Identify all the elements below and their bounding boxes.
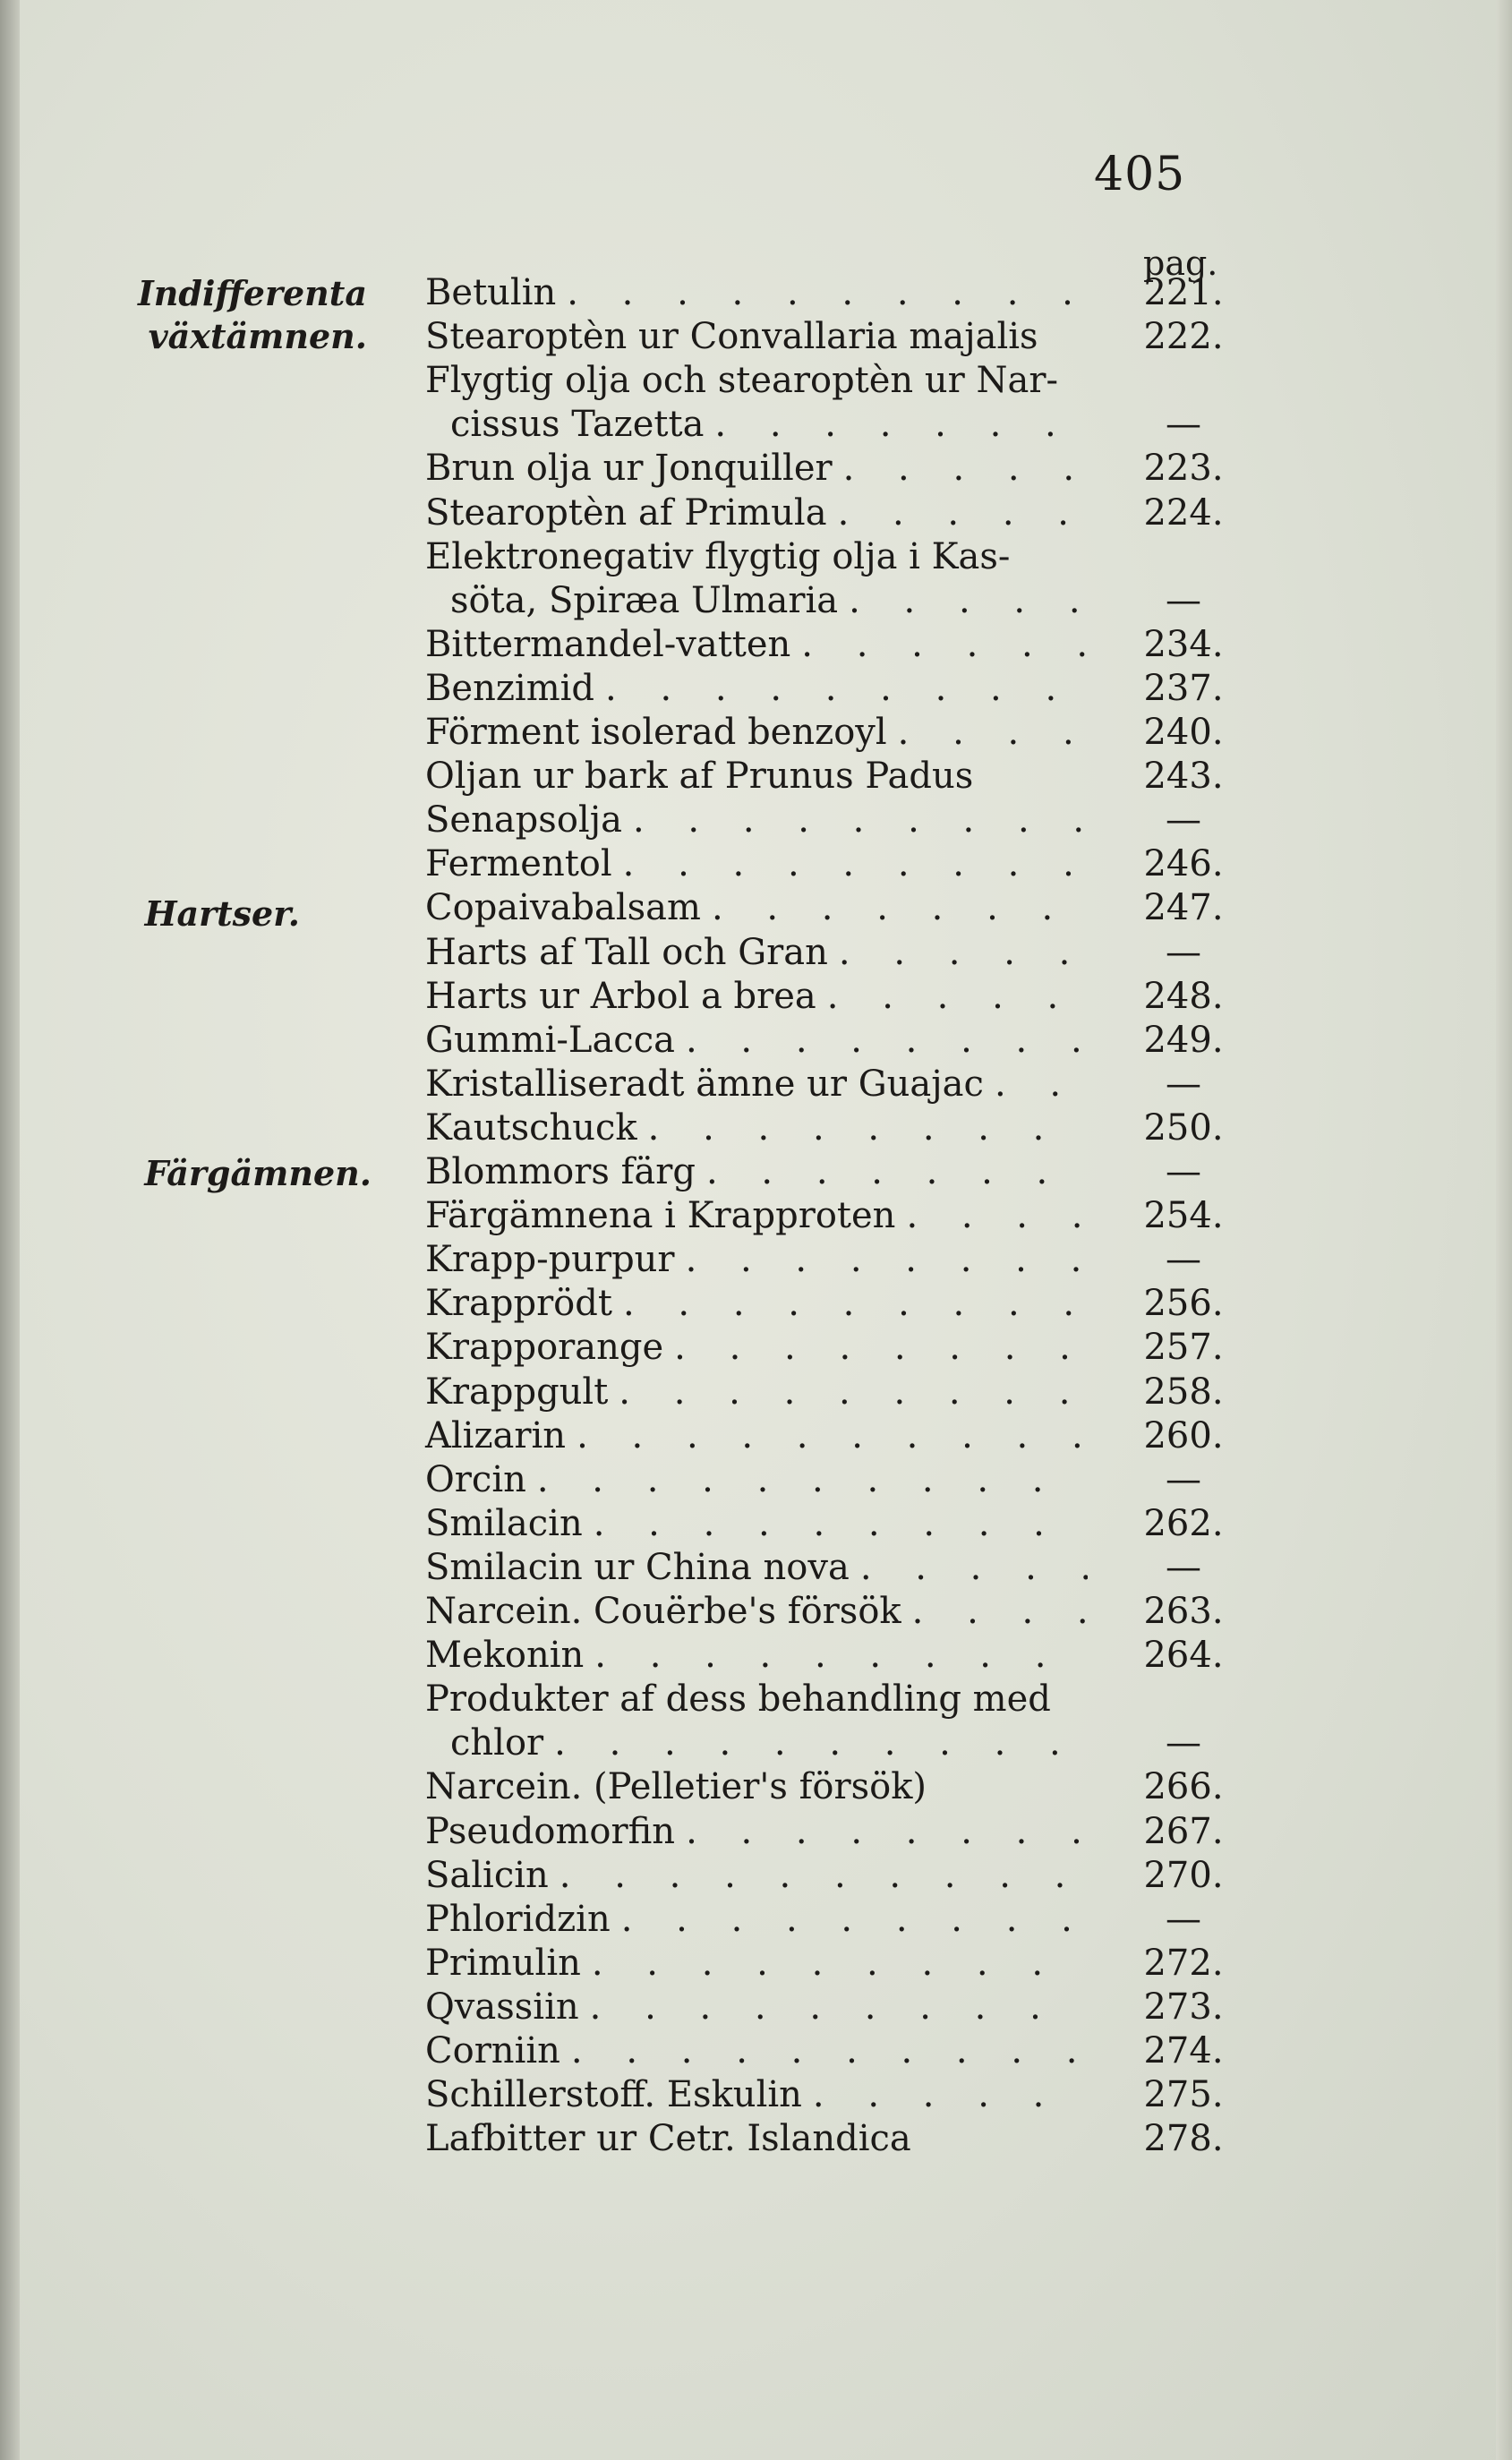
index-entry [425, 1063, 1088, 1106]
entry-page-number: — [1166, 1899, 1201, 1940]
entry-page-number: — [1166, 1459, 1201, 1500]
dot-leader [663, 1326, 1088, 1370]
index-entry [425, 1150, 1088, 1194]
index-entry [425, 1238, 1088, 1282]
entry-page-number: 258. [1143, 1371, 1224, 1413]
index-entry [425, 711, 1088, 755]
index-entry [425, 491, 1088, 535]
index-entry [425, 359, 1088, 403]
dot-leader [827, 491, 1088, 535]
index-entry [425, 1106, 1088, 1150]
entry-title: Copaivabalsam [425, 887, 701, 928]
index-entry [425, 1282, 1088, 1326]
entry-page-number: 274. [1143, 2030, 1224, 2071]
entry-page-number: 250. [1143, 1107, 1224, 1149]
entry-title: Alizarin [425, 1415, 567, 1456]
index-entry [425, 447, 1088, 491]
entry-title: Benzimid [425, 668, 595, 709]
entry-page-number: — [1166, 1151, 1201, 1192]
entry-page-number: 249. [1143, 1020, 1224, 1061]
index-entry [425, 2029, 1088, 2073]
entry-title: chlor [450, 1722, 544, 1764]
pag-column-header: pag. [1143, 243, 1218, 283]
entry-title: Primulin [425, 1943, 581, 1984]
entry-page-number: 278. [1143, 2118, 1224, 2159]
entry-title: Phloridzin [425, 1899, 611, 1940]
dot-leader [895, 1194, 1088, 1238]
entry-page-number: 223. [1143, 448, 1224, 489]
index-entry [425, 1942, 1088, 1986]
entry-title: Oljan ur bark af Prunus Padus [425, 756, 974, 797]
section-label-indifferenta: Indifferenta [137, 273, 367, 313]
entry-page-number: 224. [1143, 492, 1224, 534]
entry-page-number: 234. [1143, 624, 1224, 665]
dot-leader [850, 1546, 1088, 1590]
index-entry [425, 886, 1088, 930]
entry-title: Harts ur Arbol a brea [425, 976, 816, 1017]
dot-leader [984, 1063, 1088, 1106]
entry-page-number: — [1166, 404, 1201, 445]
entry-title: Produkter af dess behandling med [425, 1678, 1051, 1720]
entry-title: Corniin [425, 2030, 560, 2071]
entry-page-number: 247. [1143, 887, 1224, 928]
entry-page-number: 263. [1143, 1591, 1224, 1632]
dot-leader [802, 2073, 1088, 2117]
index-entry [425, 1986, 1088, 2029]
section-label-fargamnen: Färgämnen. [144, 1153, 372, 1193]
entry-title: Elektronegativ flygtig olja i Kas- [425, 536, 1011, 577]
index-entry [425, 1502, 1088, 1546]
index-entry [425, 1326, 1088, 1370]
index-entry [425, 2117, 1088, 2161]
entry-title: Kristalliseradt ämne ur Guajac [425, 1063, 984, 1105]
entry-title: Smilacin [425, 1503, 583, 1544]
dot-leader [612, 1282, 1088, 1326]
index-entry [425, 1546, 1088, 1590]
dot-leader [622, 799, 1088, 842]
entry-title: Narcein. (Pelletier's försök) [425, 1766, 927, 1807]
index-entry [425, 1414, 1088, 1458]
entry-page-number: — [1166, 580, 1201, 621]
entry-title: Bittermandel-vatten [425, 624, 791, 665]
dot-leader [675, 1238, 1088, 1282]
entry-title: Betulin [425, 272, 557, 313]
index-entry [425, 1590, 1088, 1634]
section-label-hartser: Hartser. [144, 893, 300, 934]
entry-page-number: 222. [1143, 316, 1224, 357]
index-entry [425, 1371, 1088, 1414]
entry-page-number: 264. [1143, 1635, 1224, 1676]
index-entry [425, 623, 1088, 667]
entry-page-number: 273. [1143, 1986, 1224, 2028]
dot-leader [594, 667, 1088, 711]
dot-leader [566, 1414, 1088, 1458]
entry-page-number: 240. [1143, 712, 1224, 753]
entry-title: Krappgult [425, 1371, 609, 1413]
index-entry [425, 1019, 1088, 1063]
index-entry [425, 315, 1088, 359]
page-edge-left [0, 0, 20, 2460]
dot-leader [581, 1942, 1088, 1986]
entry-page-number: 262. [1143, 1503, 1224, 1544]
entry-title: Brun olja ur Jonquiller [425, 448, 833, 489]
dot-leader [579, 1986, 1088, 2029]
index-entry [425, 842, 1088, 886]
dot-leader [701, 886, 1088, 930]
entry-page-number: 254. [1143, 1195, 1224, 1236]
entry-page-number: 275. [1143, 2074, 1224, 2115]
entry-title: Förment isolerad benzoyl [425, 712, 887, 753]
entry-title: söta, Spiræa Ulmaria [450, 580, 839, 621]
entry-title: Orcin [425, 1459, 526, 1500]
dot-leader [675, 1810, 1088, 1854]
entry-page-number: 237. [1143, 668, 1224, 709]
dot-leader [704, 403, 1088, 447]
entry-title: Harts af Tall och Gran [425, 932, 828, 973]
entry-title: Krapprödt [425, 1283, 612, 1324]
entry-title: cissus Tazetta [450, 404, 705, 445]
entry-page-number: 270. [1143, 1855, 1224, 1896]
section-label-vaxtamnen: växtämnen. [148, 316, 367, 356]
index-entry [425, 579, 1088, 623]
entry-title: Flygtig olja och stearoptèn ur Nar- [425, 360, 1058, 401]
dot-leader [608, 1371, 1088, 1414]
index-entry [425, 2073, 1088, 2117]
entry-page-number: — [1166, 1239, 1201, 1280]
index-entry [425, 931, 1088, 975]
entry-title: Lafbitter ur Cetr. Islandica [425, 2118, 911, 2159]
index-entry [425, 1810, 1088, 1854]
entry-title: Krapp-purpur [425, 1239, 675, 1280]
index-entry [425, 1634, 1088, 1678]
entry-page-number: — [1166, 1063, 1201, 1105]
entry-page-number: — [1166, 1722, 1201, 1764]
entry-title: Gummi-Lacca [425, 1020, 675, 1061]
entry-page-number: 260. [1143, 1415, 1224, 1456]
dot-leader [833, 447, 1088, 491]
entry-title: Senapsolja [425, 799, 622, 841]
entry-title: Mekonin [425, 1635, 585, 1676]
entry-title: Qvassiin [425, 1986, 579, 2028]
entry-page-number: 221. [1143, 272, 1224, 313]
entry-page-number: 248. [1143, 976, 1224, 1017]
entry-page-number: — [1166, 1547, 1201, 1588]
dot-leader [612, 842, 1088, 886]
index-entry [425, 799, 1088, 842]
entry-title: Färgämnena i Krapproten [425, 1195, 896, 1236]
entry-title: Fermentol [425, 843, 612, 884]
dot-leader [816, 975, 1088, 1019]
entry-title: Blommors färg [425, 1151, 696, 1192]
entry-title: Salicin [425, 1855, 549, 1896]
index-entry [425, 535, 1088, 579]
dot-leader [549, 1854, 1088, 1898]
index-entry [425, 667, 1088, 711]
index-entry [425, 403, 1088, 447]
dot-leader [887, 711, 1088, 755]
dot-leader [838, 579, 1088, 623]
entry-page-number: — [1166, 799, 1201, 841]
dot-leader [637, 1106, 1088, 1150]
index-entry [425, 1678, 1088, 1721]
dot-leader [556, 271, 1088, 315]
dot-leader [901, 1590, 1088, 1634]
entry-page-number: 246. [1143, 843, 1224, 884]
index-entry [425, 1458, 1088, 1502]
dot-leader [696, 1150, 1088, 1194]
entry-title: Smilacin ur China nova [425, 1547, 850, 1588]
entry-title: Kautschuck [425, 1107, 637, 1149]
index-entry [425, 1721, 1088, 1765]
index-entry [425, 1898, 1088, 1942]
dot-leader [583, 1502, 1088, 1546]
entry-title: Krapporange [425, 1327, 664, 1368]
page-number: 405 [1094, 148, 1186, 201]
entry-title: Schillerstoff. Eskulin [425, 2074, 802, 2115]
entry-page-number: 257. [1143, 1327, 1224, 1368]
index-entry [425, 975, 1088, 1019]
dot-leader [526, 1458, 1088, 1502]
entry-page-number: 272. [1143, 1943, 1224, 1984]
entry-title: Stearoptèn ur Convallaria majalis [425, 316, 1038, 357]
entry-page-number: 267. [1143, 1811, 1224, 1852]
index-entry [425, 1194, 1088, 1238]
index-entry [425, 755, 1088, 799]
index-entry [425, 1854, 1088, 1898]
entry-title: Narcein. Couërbe's försök [425, 1591, 901, 1632]
dot-leader [675, 1019, 1088, 1063]
page-edge-right [1496, 0, 1512, 2460]
entry-title: Stearoptèn af Primula [425, 492, 827, 534]
dot-leader [543, 1721, 1088, 1765]
entry-page-number: 266. [1143, 1766, 1224, 1807]
dot-leader [790, 623, 1088, 667]
entry-page-number: — [1166, 932, 1201, 973]
dot-leader [560, 2029, 1088, 2073]
dot-leader [584, 1634, 1088, 1678]
dot-leader [828, 931, 1088, 975]
index-entry [425, 271, 1088, 315]
entry-page-number: 243. [1143, 756, 1224, 797]
dot-leader [611, 1898, 1088, 1942]
index-entry [425, 1765, 1088, 1809]
entry-page-number: 256. [1143, 1283, 1224, 1324]
entry-title: Pseudomorfin [425, 1811, 676, 1852]
